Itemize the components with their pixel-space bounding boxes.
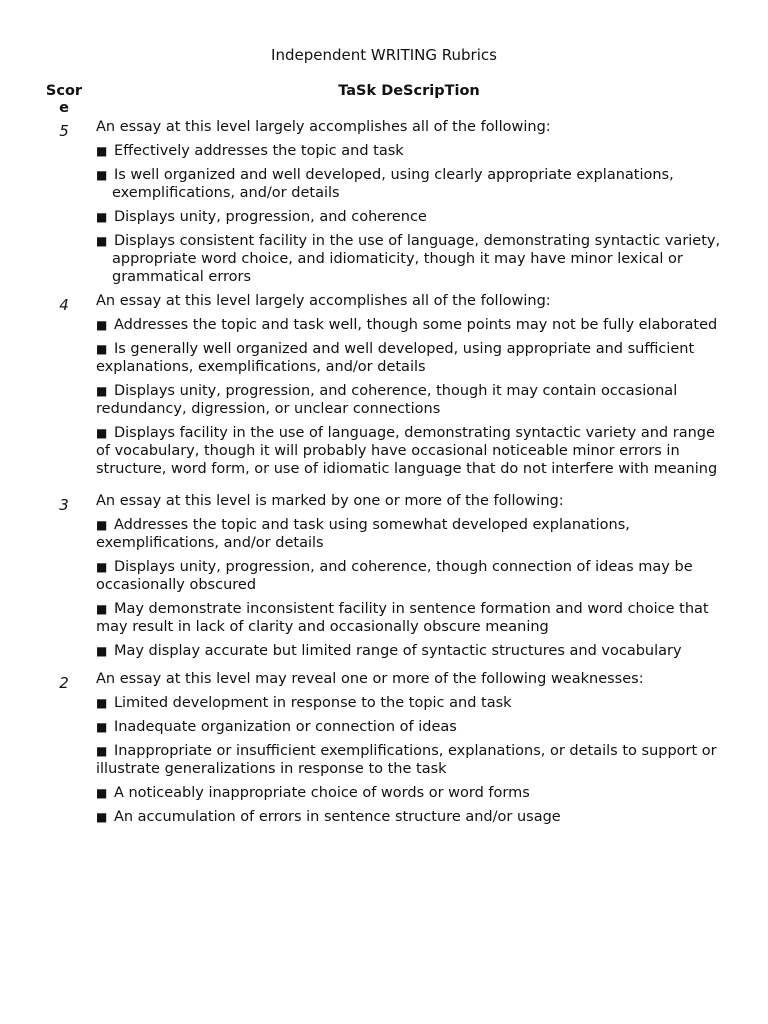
criterion-item [96,558,724,594]
square-bullet-icon: ■ [96,602,108,616]
square-bullet-icon: ■ [96,144,108,158]
square-bullet-icon: ■ [96,786,108,800]
criterion-text: Addresses the topic and task using somewhat developed explanations, exemplifications, and/or details [96,517,630,551]
square-bullet-icon: ■ [96,168,108,182]
square-bullet-icon: ■ [96,318,108,332]
criterion-text: May display accurate but limited range of syntactic structures and vocabulary [113,643,682,659]
criterion-item [96,718,724,736]
criterion-item [96,742,724,778]
square-bullet-icon: ■ [96,210,108,224]
criterion-item [96,784,724,802]
level-intro-text: An essay at this level largely accomplishes all of the following: [96,119,551,135]
level-intro-text: An essay at this level is marked by one or more of the following: [96,493,564,509]
score-value: 3 [59,496,69,514]
criterion-item [96,694,724,712]
level-description [96,670,724,826]
criterion-text: Displays consistent facility in the use of language, demonstrating syntactic variety, appropriate word choice, and idiomaticity, though it may have minor lexical or grammatical errors [112,233,721,285]
square-bullet-icon: ■ [96,234,108,248]
task-description-column-header: TaSk DeScripTion [338,83,480,99]
criterion-item [96,642,724,660]
criterion-text: Displays unity, progression, and coherence [113,209,427,225]
square-bullet-icon: ■ [96,644,108,658]
score-value: 5 [59,122,69,140]
criterion-item [96,232,724,286]
criterion-text: Displays facility in the use of language, demonstrating syntactic variety and range of vocabulary, though it will probably have occasional noticeable minor errors in structure, word form, or use of idiomatic language that do not interfere with meaning [96,425,718,477]
level-description [96,492,724,660]
criterion-item [96,142,724,160]
square-bullet-icon: ■ [96,810,108,824]
criterion-item [96,424,724,478]
square-bullet-icon: ■ [96,518,108,532]
rubric-level-2 [0,670,768,826]
square-bullet-icon: ■ [96,426,108,440]
criterion-item [96,382,724,418]
criterion-text: An accumulation of errors in sentence structure and/or usage [113,809,561,825]
criterion-item [96,808,724,826]
table-header [0,83,768,123]
square-bullet-icon: ■ [96,342,108,356]
criterion-text: Addresses the topic and task well, though some points may not be fully elaborated [113,317,718,333]
criterion-item [96,208,724,226]
criterion-text: Limited development in response to the topic and task [113,695,512,711]
criterion-text: Is generally well organized and well developed, using appropriate and sufficient explanations, exemplifications, and/or details [96,341,695,375]
criterion-text: Inadequate organization or connection of ideas [113,719,457,735]
rubric-table [0,118,768,832]
level-description [96,292,724,478]
level-intro-text: An essay at this level largely accomplishes all of the following: [96,293,551,309]
square-bullet-icon: ■ [96,384,108,398]
rubric-level-3 [0,492,768,660]
criterion-item [96,600,724,636]
square-bullet-icon: ■ [96,744,108,758]
criterion-item [96,340,724,376]
criterion-text: Inappropriate or insufficient exemplifications, explanations, or details to support or illustrate generalizations in response to the task [96,743,717,777]
rubric-level-4 [0,292,768,478]
rubric-level-5 [0,118,768,286]
criterion-text: Displays unity, progression, and coherence, though it may contain occasional redundancy, digression, or unclear connections [96,383,678,417]
criterion-item [96,166,724,202]
score-column-header: Score [45,83,83,116]
level-description [96,118,724,286]
score-value: 4 [59,296,69,314]
criterion-item [96,516,724,552]
document-title: Independent WRITING Rubrics [271,46,497,64]
score-value: 2 [59,674,69,692]
criterion-text: Effectively addresses the topic and task [113,143,404,159]
level-intro-text: An essay at this level may reveal one or more of the following weaknesses: [96,671,644,687]
criterion-text: Displays unity, progression, and coherence, though connection of ideas may be occasionally obscured [96,559,693,593]
square-bullet-icon: ■ [96,560,108,574]
criterion-item [96,316,724,334]
square-bullet-icon: ■ [96,720,108,734]
square-bullet-icon: ■ [96,696,108,710]
criterion-text: Is well organized and well developed, using clearly appropriate explanations, exemplifications, and/or details [112,167,674,201]
criterion-text: A noticeably inappropriate choice of words or word forms [113,785,530,801]
criterion-text: May demonstrate inconsistent facility in sentence formation and word choice that may result in lack of clarity and occasionally obscure meaning [96,601,709,635]
